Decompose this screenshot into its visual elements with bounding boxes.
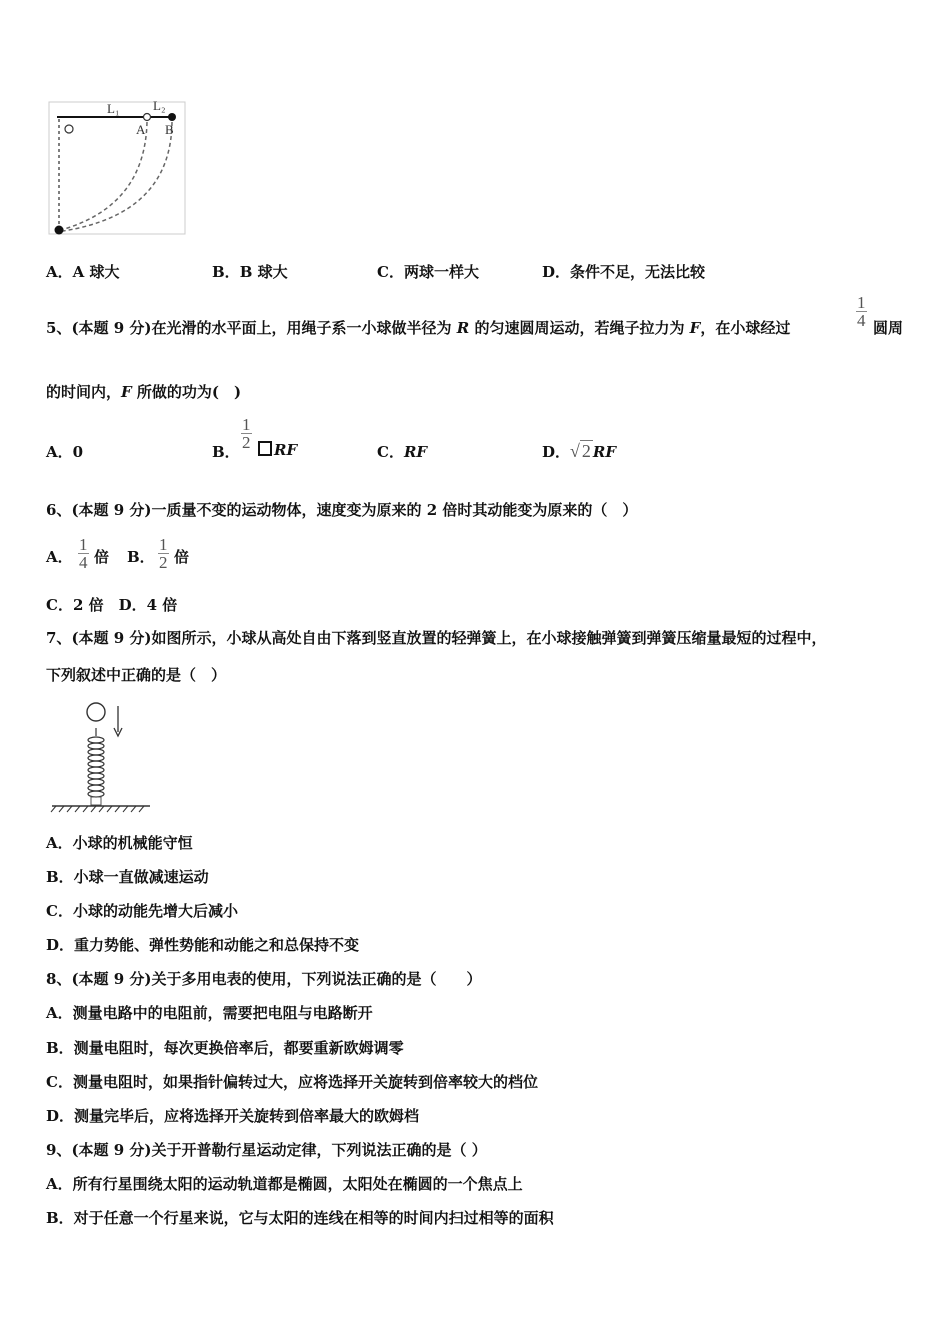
arc-b xyxy=(63,122,172,231)
q5-fraction: $\frac{1}{4}$ xyxy=(857,293,866,330)
q6-option-b-suffix: 倍 xyxy=(174,548,190,566)
point-o xyxy=(65,125,73,133)
q6-option-b-fraction: $\frac{1}{2}$ xyxy=(159,535,168,572)
label-l2: L₂ xyxy=(153,98,166,113)
q7-line1: 7、(本题 9 分)如图所示，小球从高处自由下落到竖直放置的轻弹簧上，在小球接触弹簧到弹簧压缩量最短的过程中， xyxy=(46,629,827,647)
q4-option-b: B．B 球大 xyxy=(212,263,288,281)
q6-option-a-fraction: $\frac{1}{4}$ xyxy=(79,535,88,572)
spring-figure xyxy=(46,698,156,816)
q9-option-a: A．所有行星围绕太阳的运动轨道都是椭圆，太阳处在椭圆的一个焦点上 xyxy=(46,1175,523,1193)
q6-stem: 6、(本题 9 分)一质量不变的运动物体，速度变为原来的 2 倍时其动能变为原来的（ ） xyxy=(46,501,638,519)
q5-option-a: A．0 xyxy=(46,443,84,461)
spring-base xyxy=(91,797,101,805)
q4-option-c: C．两球一样大 xyxy=(377,263,479,281)
q5-option-d: D．√ 2 RF xyxy=(542,441,617,461)
q8-option-c: C．测量电阻时，如果指针偏转过大，应将选择开关旋转到倍率较大的档位 xyxy=(46,1073,538,1091)
q6-option-a-suffix: 倍 xyxy=(94,548,110,566)
q5-option-b-text: RF xyxy=(258,441,297,459)
label-a: A xyxy=(136,122,146,137)
q5-line1-end: 圆周 xyxy=(873,319,904,337)
q8-option-a: A．测量电路中的电阻前，需要把电阻与电路断开 xyxy=(46,1004,373,1022)
q4-option-a: A．A 球大 xyxy=(46,263,120,281)
ball-bottom xyxy=(55,226,64,235)
q7-option-b: B．小球一直做减速运动 xyxy=(46,868,209,886)
ground-hatching xyxy=(51,806,144,812)
q5-line2: 的时间内，F 所做的功为( ) xyxy=(46,383,242,401)
placeholder-box xyxy=(258,441,272,456)
falling-ball xyxy=(87,703,105,721)
q8-stem: 8、(本题 9 分)关于多用电表的使用，下列说法正确的是（ ） xyxy=(46,970,482,988)
q6-options-cd: C．2 倍 D．4 倍 xyxy=(46,596,178,614)
q8-option-d: D．测量完毕后，应将选择开关旋转到倍率最大的欧姆档 xyxy=(46,1107,420,1125)
q6-option-b-letter: B． xyxy=(127,548,155,566)
pivot-b xyxy=(168,113,176,121)
q4-option-d: D．条件不足，无法比较 xyxy=(542,263,706,281)
pendulum-figure xyxy=(45,96,190,238)
q7-option-a: A．小球的机械能守恒 xyxy=(46,834,193,852)
q5-line1: 5、(本题 9 分)在光滑的水平面上，用绳子系一小球做半径为 R 的匀速圆周运动，若绳子拉力为 F，在小球经过 xyxy=(46,319,791,337)
q9-stem: 9、(本题 9 分)关于开普勒行星运动定律，下列说法正确的是（ ） xyxy=(46,1141,487,1159)
q8-option-b: B．测量电阻时，每次更换倍率后，都要重新欧姆调零 xyxy=(46,1039,404,1057)
q5-option-c: C．RF xyxy=(377,443,428,461)
label-l1: L₁ xyxy=(107,101,120,116)
q5-option-b-fraction: $\frac{1}{2}$ xyxy=(242,415,251,452)
sqrt-symbol: √ 2 xyxy=(570,441,591,461)
q6-option-a-letter: A． xyxy=(46,548,73,566)
q7-line2: 下列叙述中正确的是（ ） xyxy=(46,666,227,684)
spring-coils xyxy=(88,737,104,797)
q7-option-d: D．重力势能、弹性势能和动能之和总保持不变 xyxy=(46,936,360,954)
pivot-a xyxy=(144,114,151,121)
q7-option-c: C．小球的动能先增大后减小 xyxy=(46,902,238,920)
q9-option-b: B．对于任意一个行星来说，它与太阳的连线在相等的时间内扫过相等的面积 xyxy=(46,1209,554,1227)
label-b: B xyxy=(165,122,174,137)
q5-option-b-letter: B． xyxy=(212,443,240,461)
arc-a xyxy=(61,122,147,230)
